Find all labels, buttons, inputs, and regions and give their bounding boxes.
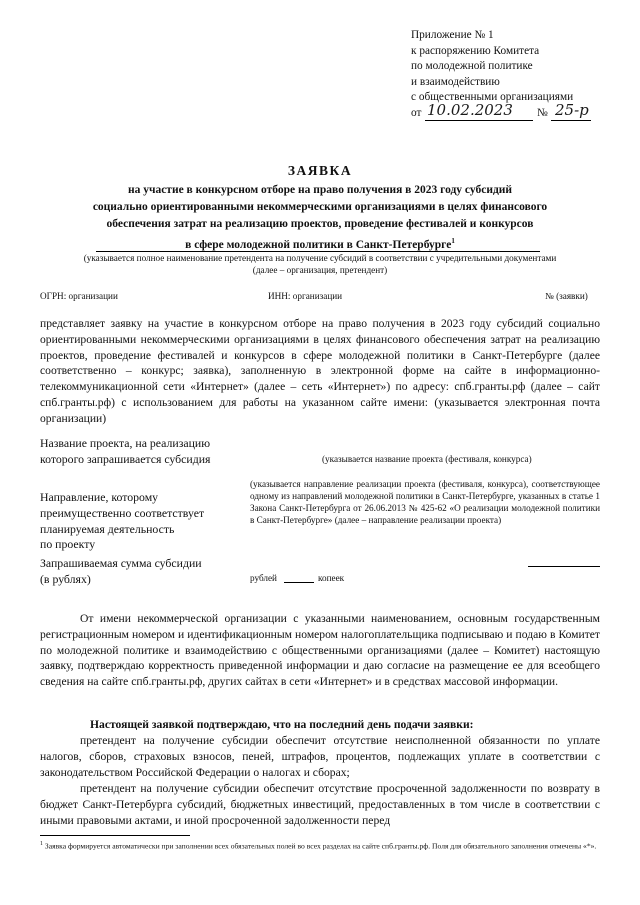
title-line-2: социально ориентированными некоммерческими организациями в целях финансового bbox=[92, 201, 548, 213]
project-name-value: (указывается название проекта (фестиваля, конкурса) bbox=[322, 454, 532, 464]
sum-label-1: Запрашиваемая сумма субсидии bbox=[40, 556, 202, 570]
declaration-paragraph: От имени некоммерческой организации с указанными наименованием, основным государственным регистрационным номером и идентификационным номером налогоплательщика подписываю и подаю в Комитет по молодежной политике и взаимодействию с общественными организациями (далее – Комитет) настоящую заявку, подтверждаю корректность приведенной информации и даю согласие на размещение ее для всеобщего сведения на сайте спб.гранты.рф, других сайтах в сети «Интернет» и в средствах массовой информации. bbox=[40, 612, 600, 689]
appendix-line-3: по молодежной политике bbox=[411, 60, 533, 72]
footnote-text: Заявка формируется автоматически при заполнении всех обязательных полей во всех разделах на сайте спб.гранты.рф. Поля для обязательного заполнения отмечены «*». bbox=[44, 841, 597, 851]
ogrn-label: ОГРН: организации bbox=[40, 291, 118, 301]
title-heading: ЗАЯВКА bbox=[287, 163, 353, 178]
appendix-line-4: и взаимодействию bbox=[411, 75, 500, 88]
date-underline bbox=[425, 120, 533, 121]
org-caption-line-2: (далее – организация, претендент) bbox=[252, 265, 388, 275]
direction-label-4: по проекту bbox=[40, 537, 96, 552]
project-name-label-2: которого запрашивается субсидия bbox=[40, 451, 211, 466]
direction-value: (указывается направление реализации проекта (фестиваля, конкурса), соответствующее одному из направлений молодежной политики в Санкт-Петербурге, указанных в статье 1 Закона Санкт-Петербурга от 26.06.2013 № 425-62 «О реализации молодежной политики в Санкт-Петербурге» (далее – направление реализации проекта) bbox=[250, 479, 600, 525]
appendix-number: 25-р bbox=[555, 100, 589, 119]
application-number-label: № (заявки) bbox=[545, 291, 588, 301]
appendix-date-row bbox=[411, 100, 616, 124]
direction-label bbox=[40, 490, 204, 553]
title-line-1: на участие в конкурсном отборе на право получения в 2023 году субсидий bbox=[127, 184, 513, 196]
confirm-heading: Настоящей заявкой подтверждаю, что на последний день подачи заявки: bbox=[90, 718, 474, 731]
appendix-number-sign: № bbox=[537, 106, 548, 119]
project-name-label-1: Название проекта, на реализацию bbox=[40, 436, 211, 450]
sum-rubles-label: рублей bbox=[250, 573, 277, 583]
appendix-from-label: от bbox=[411, 106, 422, 119]
intro-paragraph: представляет заявку на участие в конкурсном отборе на право получения в 2023 году субсидий социально ориентированными некоммерческими организациями в целях финансового обеспечения затрат на реализацию проектов, проведение фестивалей и конкурсов в сфере молодежной политики в Санкт-Петербурге (далее соответственно – конкурс; заявка), заполненную в электронной форме на сайте в информационно-телекоммуникационной сети «Интернет» (далее – сеть «Интернет») по адресу: спб.гранты.рф (далее – сайт спб.гранты.рф) с использованием для работы на указанном сайте имени: (указывается электронная почта организации) bbox=[40, 317, 600, 425]
confirm-paragraph-1: претендент на получение субсидии обеспечит отсутствие неисполненной обязанности по уплате налогов, сборов, страховых взносов, пеней, штрафов, процентов, подлежащих уплате в соответствии с законодательством Российской Федерации о налогах и сборах; bbox=[40, 734, 600, 779]
footnote-mark: 1 bbox=[40, 841, 43, 847]
footnote-separator bbox=[40, 835, 190, 836]
number-underline bbox=[551, 120, 591, 121]
sum-label bbox=[40, 556, 202, 588]
title-footnote-mark: 1 bbox=[451, 237, 455, 245]
direction-label-3: планируемая деятельность bbox=[40, 521, 175, 536]
org-caption-line-1: (указывается полное наименование претендента на получение субсидий в соответствии с учредительными документами bbox=[83, 253, 557, 263]
sum-kopecks-label: копеек bbox=[318, 573, 345, 583]
footnote bbox=[40, 839, 600, 852]
sum-rubles-line bbox=[284, 582, 314, 583]
project-name-label bbox=[40, 436, 210, 468]
sum-top-line bbox=[528, 566, 600, 567]
direction-label-1: Направление, которому bbox=[40, 490, 159, 504]
application-title bbox=[40, 163, 600, 254]
appendix-block bbox=[411, 28, 616, 124]
confirm-paragraph-2: претендент на получение субсидии обеспечит отсутствие просроченной задолженности по возврату в бюджет Санкт-Петербурга субсидий, бюджетных инвестиций, предоставленных в том числе в соответствии с иными правовыми актами, и иной просроченной задолженности перед bbox=[40, 782, 600, 827]
inn-label: ИНН: организации bbox=[268, 291, 343, 301]
title-line-4-text: в сфере молодежной политики в Санкт-Петербурге bbox=[185, 238, 452, 251]
direction-label-2: преимущественно соответствует bbox=[40, 505, 205, 520]
appendix-line-1: Приложение № 1 bbox=[411, 29, 494, 41]
appendix-line-5: с общественными организациями bbox=[411, 91, 574, 103]
sum-label-2: (в рублях) bbox=[40, 571, 91, 586]
appendix-date: 10.02.2023 bbox=[427, 100, 513, 119]
appendix-line-2: к распоряжению Комитета bbox=[411, 44, 540, 57]
title-line-3: обеспечения затрат на реализацию проектов, проведение фестивалей и конкурсов bbox=[106, 218, 534, 230]
org-caption bbox=[40, 252, 600, 276]
